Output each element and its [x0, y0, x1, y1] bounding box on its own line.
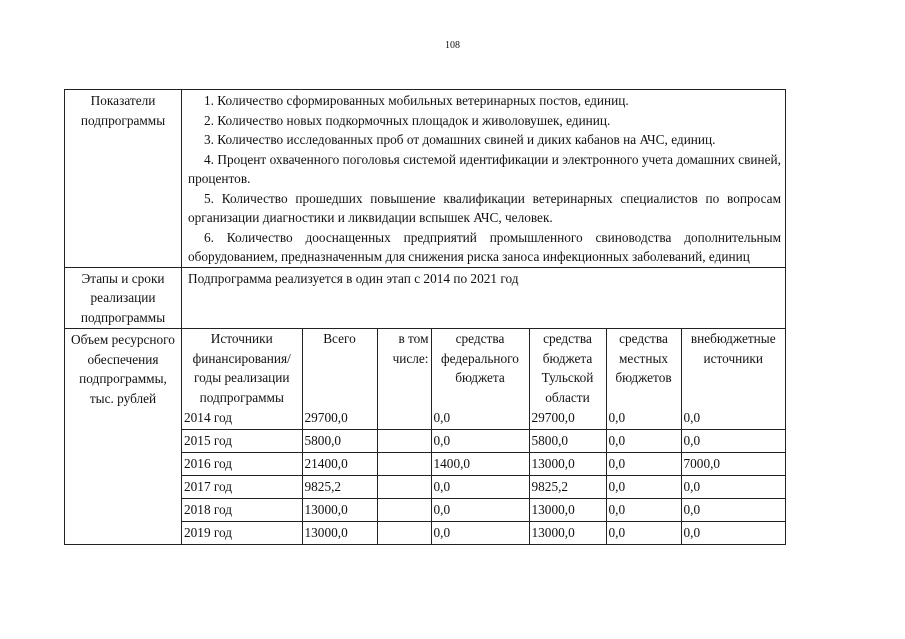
financing-label: Объем ресурсного обеспечения подпрограммы, тыс. рублей	[65, 329, 182, 545]
header-extrabudget: внебюджетные источники	[681, 329, 785, 407]
financing-cell	[182, 329, 786, 545]
financing-header-row	[182, 329, 785, 407]
regional-cell: 29700,0	[529, 407, 606, 430]
indicators-list	[182, 90, 786, 268]
federal-cell: 1400,0	[431, 453, 529, 476]
including-cell	[377, 476, 431, 499]
header-total: Всего	[302, 329, 377, 407]
federal-cell: 0,0	[431, 430, 529, 453]
local-cell: 0,0	[606, 499, 681, 522]
stages-label: Этапы и сроки реализации подпрограммы	[65, 267, 182, 329]
extrabudget-cell: 7000,0	[681, 453, 785, 476]
stages-row	[65, 267, 786, 329]
year-cell: 2018 год	[182, 499, 302, 522]
subprogram-passport-table	[64, 89, 786, 545]
header-local: средства местных бюджетов	[606, 329, 681, 407]
table-row	[182, 499, 785, 522]
year-cell: 2015 год	[182, 430, 302, 453]
stages-text: Подпрограмма реализуется в один этап с 2014 по 2021 год	[182, 267, 786, 329]
total-cell: 13000,0	[302, 522, 377, 545]
total-cell: 29700,0	[302, 407, 377, 430]
extrabudget-cell: 0,0	[681, 407, 785, 430]
including-cell	[377, 430, 431, 453]
indicators-label: Показатели подпрограммы	[65, 90, 182, 268]
extrabudget-cell: 0,0	[681, 522, 785, 545]
federal-cell: 0,0	[431, 407, 529, 430]
including-cell	[377, 522, 431, 545]
federal-cell: 0,0	[431, 499, 529, 522]
local-cell: 0,0	[606, 407, 681, 430]
financing-table	[182, 329, 785, 544]
year-cell: 2016 год	[182, 453, 302, 476]
local-cell: 0,0	[606, 453, 681, 476]
regional-cell: 5800,0	[529, 430, 606, 453]
total-cell: 9825,2	[302, 476, 377, 499]
table-row	[182, 407, 785, 430]
indicator-item: 1. Количество сформированных мобильных ветеринарных постов, единиц.	[204, 93, 629, 108]
indicator-item: 3. Количество исследованных проб от домашних свиней и диких кабанов на АЧС, единиц.	[204, 132, 716, 147]
year-cell: 2017 год	[182, 476, 302, 499]
regional-cell: 9825,2	[529, 476, 606, 499]
federal-cell: 0,0	[431, 522, 529, 545]
table-row	[182, 476, 785, 499]
financing-row	[65, 329, 786, 545]
local-cell: 0,0	[606, 476, 681, 499]
regional-cell: 13000,0	[529, 499, 606, 522]
regional-cell: 13000,0	[529, 453, 606, 476]
local-cell: 0,0	[606, 430, 681, 453]
local-cell: 0,0	[606, 522, 681, 545]
table-row	[182, 453, 785, 476]
indicator-item: 2. Количество новых подкормочных площадок и живоловушек, единиц.	[204, 112, 611, 128]
header-including: в том числе:	[377, 329, 431, 407]
year-cell: 2014 год	[182, 407, 302, 430]
indicator-item: 5. Количество прошедших повышение квалификации ветеринарных специалистов по вопросам организации диагностики и ликвидации вспышек АЧС, человек.	[188, 190, 781, 225]
header-sources: Источники финансирования/ годы реализации подпрограммы	[182, 329, 302, 407]
year-cell: 2019 год	[182, 522, 302, 545]
table-row	[182, 522, 785, 545]
table-row	[182, 430, 785, 453]
indicator-item: 6. Количество дооснащенных предприятий промышленного свиноводства дополнительным оборудованием, предназначенным для снижения риска заноса инфекционных заболеваний, единиц	[188, 229, 781, 264]
federal-cell: 0,0	[431, 476, 529, 499]
total-cell: 5800,0	[302, 430, 377, 453]
extrabudget-cell: 0,0	[681, 476, 785, 499]
including-cell	[377, 453, 431, 476]
indicators-row	[65, 90, 786, 268]
header-federal: средства федерального бюджета	[431, 329, 529, 407]
header-regional: средства бюджета Тульской области	[529, 329, 606, 407]
extrabudget-cell: 0,0	[681, 430, 785, 453]
page-number: 108	[445, 40, 460, 51]
total-cell: 13000,0	[302, 499, 377, 522]
regional-cell: 13000,0	[529, 522, 606, 545]
total-cell: 21400,0	[302, 453, 377, 476]
including-cell	[377, 407, 431, 430]
indicator-item: 4. Процент охваченного поголовья системой идентификации и электронного учета домашних свиней, процентов.	[188, 151, 781, 186]
including-cell	[377, 499, 431, 522]
extrabudget-cell: 0,0	[681, 499, 785, 522]
